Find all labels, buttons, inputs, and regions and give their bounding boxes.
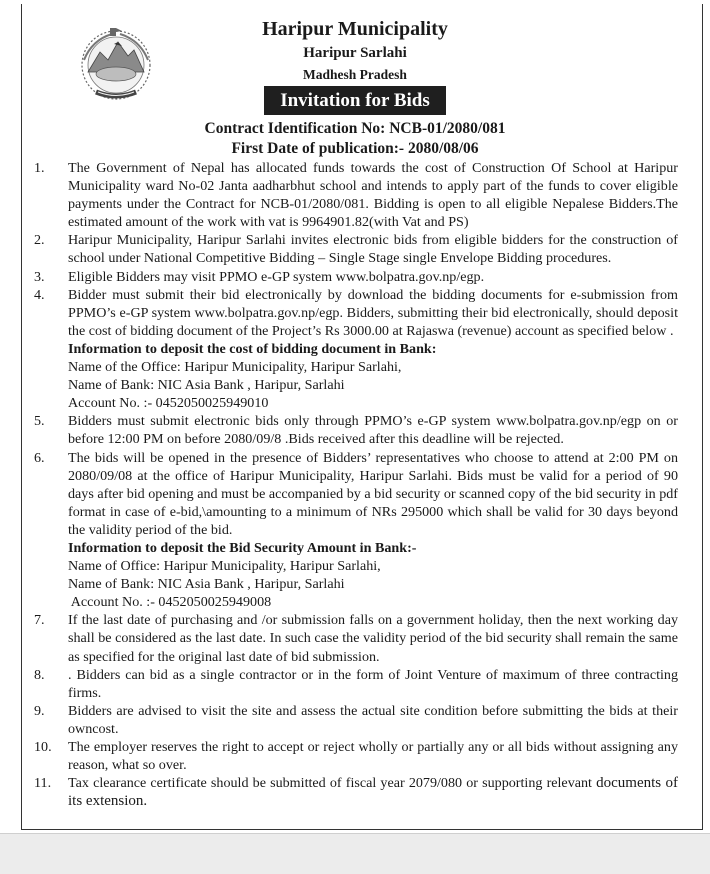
deposit-cost-office: Name of the Office: Haripur Municipality, Haripur Sarlahi,: [68, 359, 402, 376]
item-number: 11.: [34, 775, 52, 792]
item-number: 7.: [34, 612, 45, 629]
item-text: Bidders must submit electronic bids only through PPMO’s e-GP system www.bolpatra.gov.np/egp on or before 12:00 PM on before 2080/09/8 .Bids received after this deadline will be rejected.: [68, 413, 678, 448]
item-number: 5.: [34, 413, 45, 430]
deposit-security-office: Name of Office: Haripur Municipality, Haripur Sarlahi,: [68, 558, 381, 575]
list-item: [34, 738, 678, 774]
province-name: Madhesh Pradesh: [303, 67, 407, 82]
contract-id: Contract Identification No: NCB-01/2080/081: [204, 120, 506, 137]
item-text-main: Tax clearance certificate should be submitted of fiscal year 2079/080 or supporting relevant: [68, 775, 592, 792]
item-number: 8.: [34, 666, 45, 683]
deposit-cost-account: Account No. :- 0452050025949010: [68, 395, 269, 412]
list-item: [34, 666, 678, 702]
list-item: [34, 159, 678, 231]
deposit-security-bank: Name of Bank: NIC Asia Bank , Haripur, Sarlahi: [68, 576, 345, 593]
item-text: If the last date of purchasing and /or submission falls on a government holiday, then the next working day shall be considered as the last date. In such case the validity period of the bid security shall remain the same as specified for the original last date of bid submission.: [68, 612, 678, 665]
item-text: [68, 774, 678, 810]
item-number: 4.: [34, 286, 45, 303]
deposit-cost-heading: Information to deposit the cost of bidding document in Bank:: [68, 340, 437, 357]
publication-date: First Date of publication:- 2080/08/06: [231, 140, 479, 157]
item-number: 10.: [34, 739, 52, 755]
list-item: [34, 286, 678, 340]
deposit-security-account: Account No. :- 0452050025949008: [68, 594, 272, 611]
notice-body: [34, 159, 678, 810]
item-number: 2.: [34, 232, 45, 249]
municipality-title: Haripur Municipality: [262, 18, 448, 40]
bottom-band: [0, 833, 710, 874]
municipality-subtitle: Haripur Sarlahi: [303, 45, 407, 61]
list-item: [34, 702, 678, 738]
item-number: 9.: [34, 702, 45, 719]
list-item: [34, 774, 678, 810]
list-item: [34, 231, 678, 267]
item-text: Eligible Bidders may visit PPMO e-GP system www.bolpatra.gov.np/egp.: [68, 268, 485, 285]
invitation-banner: Invitation for Bids: [264, 86, 446, 115]
item-text: Bidder must submit their bid electronically by download the bidding documents for e-submission from PPMO’s e-GP system www.bolpatra.gov.np/egp. Bidders, submitting their bid electronically, should deposit the cost of bidding document of the Project’s Rs 3000.00 at Rajaswa (revenue) account as specified below .: [68, 286, 678, 339]
item-text: The Government of Nepal has allocated funds towards the cost of Construction Of School at Haripur Municipality ward No-02 Janta aadharbhut school and intends to apply part of the funds to cover eligible payments under the Contract for NCB-01/2080/081. Bidding is open to all eligible Nepalese Bidders.The estimated amount of the work with vat is 9964901.82(with Vat and PS): [68, 160, 678, 231]
list-item: [34, 449, 678, 539]
item-text: . Bidders can bid as a single contractor or in the form of Joint Venture of maximum of three contracting firms.: [68, 666, 678, 701]
list-item: [34, 611, 678, 665]
item-text-tail: documents of its extension.: [68, 775, 678, 810]
item-text: The employer reserves the right to accept or reject wholly or partially any or all bids without assigning any reason, what so over.: [68, 739, 678, 774]
item-text: Bidders are advised to visit the site and assess the actual site condition before submitting the bids at their owncost.: [68, 702, 678, 737]
list-item: [34, 268, 678, 286]
nepal-emblem-icon: [74, 22, 158, 106]
list-item: [34, 412, 678, 448]
item-number: 1.: [34, 160, 45, 176]
deposit-security-heading: Information to deposit the Bid Security Amount in Bank:-: [68, 539, 417, 556]
item-text: The bids will be opened in the presence of Bidders’ representatives who choose to attend at 2:00 PM on 2080/09/08 at the office of Haripur Municipality, Haripur Sarlahi. Bids must be valid for a period of 90 days after bid opening and must be accompanied by a bid security or scanned copy of the bid security in pdf format in case of e-bid,\amounting to a minimum of NRs 295000 which shall be valid for 30 days beyond the validity period of the bid.: [68, 449, 678, 538]
item-number: 3.: [34, 268, 45, 285]
deposit-cost-bank: Name of Bank: NIC Asia Bank , Haripur, Sarlahi: [68, 377, 345, 394]
item-text: Haripur Municipality, Haripur Sarlahi invites electronic bids from eligible bidders for the construction of school under National Competitive Bidding – Single Stage single Envelope Bidding procedures.: [68, 232, 678, 267]
item-number: 6.: [34, 449, 45, 466]
